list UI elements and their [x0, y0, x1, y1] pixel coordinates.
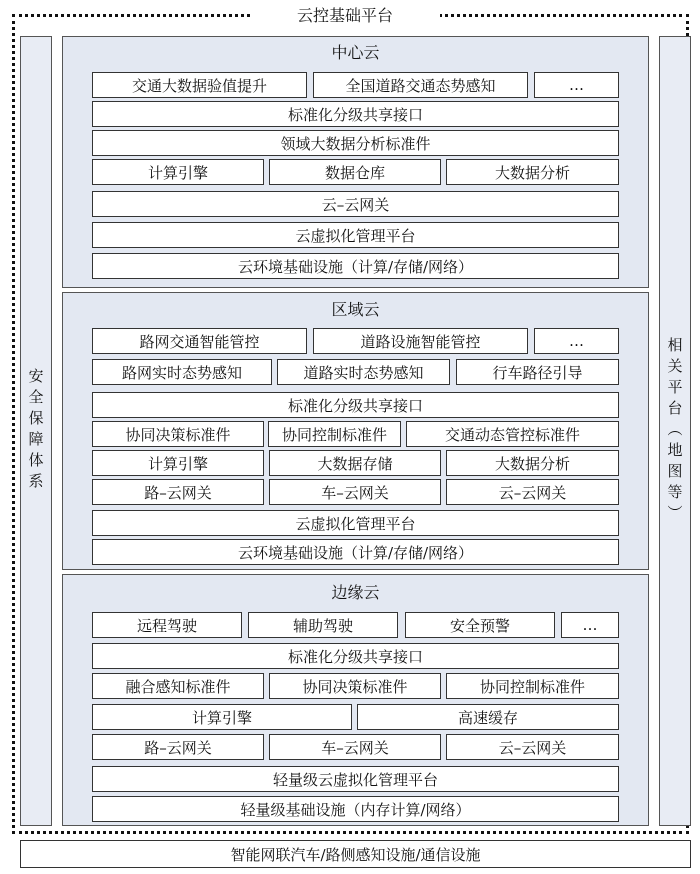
edge-control-standard: 协同控制标准件	[446, 673, 619, 699]
region-r1-box-2: 道路设施智能管控	[313, 328, 528, 354]
edge-safety-warning: 安全预警	[405, 612, 555, 638]
center-compute-engine: 计算引擎	[92, 159, 264, 185]
center-share-interface: 标准化分级共享接口	[92, 101, 619, 127]
edge-vehicle-gateway: 车–云网关	[269, 734, 441, 760]
edge-r1-ellipsis: …	[561, 612, 619, 638]
center-cloud-gateway: 云–云网关	[92, 191, 619, 217]
related-platform-label: 相关平台（地图等）	[665, 336, 684, 526]
region-decision-standard: 协同决策标准件	[92, 421, 264, 447]
region-big-data-analysis: 大数据分析	[446, 450, 619, 476]
edge-cloud-title: 边缘云	[331, 583, 380, 602]
region-r1-ellipsis: …	[534, 328, 619, 354]
region-cloud-gateway: 云–云网关	[446, 479, 619, 505]
vehicle-road-comm-facilities: 智能网联汽车/路侧感知设施/通信设施	[20, 840, 691, 868]
edge-cloud-gateway: 云–云网关	[446, 734, 619, 760]
center-r1-box-1: 交通大数据验值提升	[92, 72, 307, 98]
center-r1-ellipsis: …	[534, 72, 619, 98]
region-r2-box-2: 道路实时态势感知	[277, 359, 450, 385]
region-r1-box-1: 路网交通智能管控	[92, 328, 307, 354]
region-control-standard: 协同控制标准件	[268, 421, 401, 447]
center-infrastructure: 云环境基础设施（计算/存储/网络）	[92, 253, 619, 279]
edge-fusion-standard: 融合感知标准件	[92, 673, 264, 699]
edge-decision-standard: 协同决策标准件	[269, 673, 441, 699]
center-analysis-standard: 领域大数据分析标准件	[92, 130, 619, 156]
center-big-data-analysis: 大数据分析	[446, 159, 619, 185]
edge-high-speed-cache: 高速缓存	[357, 704, 619, 730]
region-cloud-title: 区域云	[331, 300, 380, 319]
region-big-data-storage: 大数据存储	[269, 450, 441, 476]
region-traffic-standard: 交通动态管控标准件	[406, 421, 619, 447]
region-compute-engine: 计算引擎	[92, 450, 264, 476]
center-data-warehouse: 数据仓库	[269, 159, 441, 185]
center-virtualization: 云虚拟化管理平台	[92, 222, 619, 248]
region-r2-box-3: 行车路径引导	[456, 359, 619, 385]
edge-virtualization: 轻量级云虚拟化管理平台	[92, 766, 619, 792]
center-r1-box-2: 全国道路交通态势感知	[313, 72, 528, 98]
edge-assisted-driving: 辅助驾驶	[248, 612, 398, 638]
edge-road-gateway: 路–云网关	[92, 734, 264, 760]
edge-compute-engine: 计算引擎	[92, 704, 352, 730]
related-platform-column	[659, 36, 691, 826]
region-road-gateway: 路–云网关	[92, 479, 264, 505]
center-cloud-title: 中心云	[331, 43, 380, 62]
security-system-column	[20, 36, 52, 826]
region-r2-box-1: 路网实时态势感知	[92, 359, 272, 385]
edge-share-interface: 标准化分级共享接口	[92, 643, 619, 669]
security-system-label: 安全保障体系	[26, 368, 45, 494]
region-share-interface: 标准化分级共享接口	[92, 392, 619, 418]
region-vehicle-gateway: 车–云网关	[269, 479, 441, 505]
edge-remote-driving: 远程驾驶	[92, 612, 242, 638]
region-infrastructure: 云环境基础设施（计算/存储/网络）	[92, 539, 619, 565]
edge-infrastructure: 轻量级基础设施（内存计算/网络）	[92, 796, 619, 822]
region-virtualization: 云虚拟化管理平台	[92, 510, 619, 536]
platform-title: 云控基础平台	[250, 4, 440, 28]
